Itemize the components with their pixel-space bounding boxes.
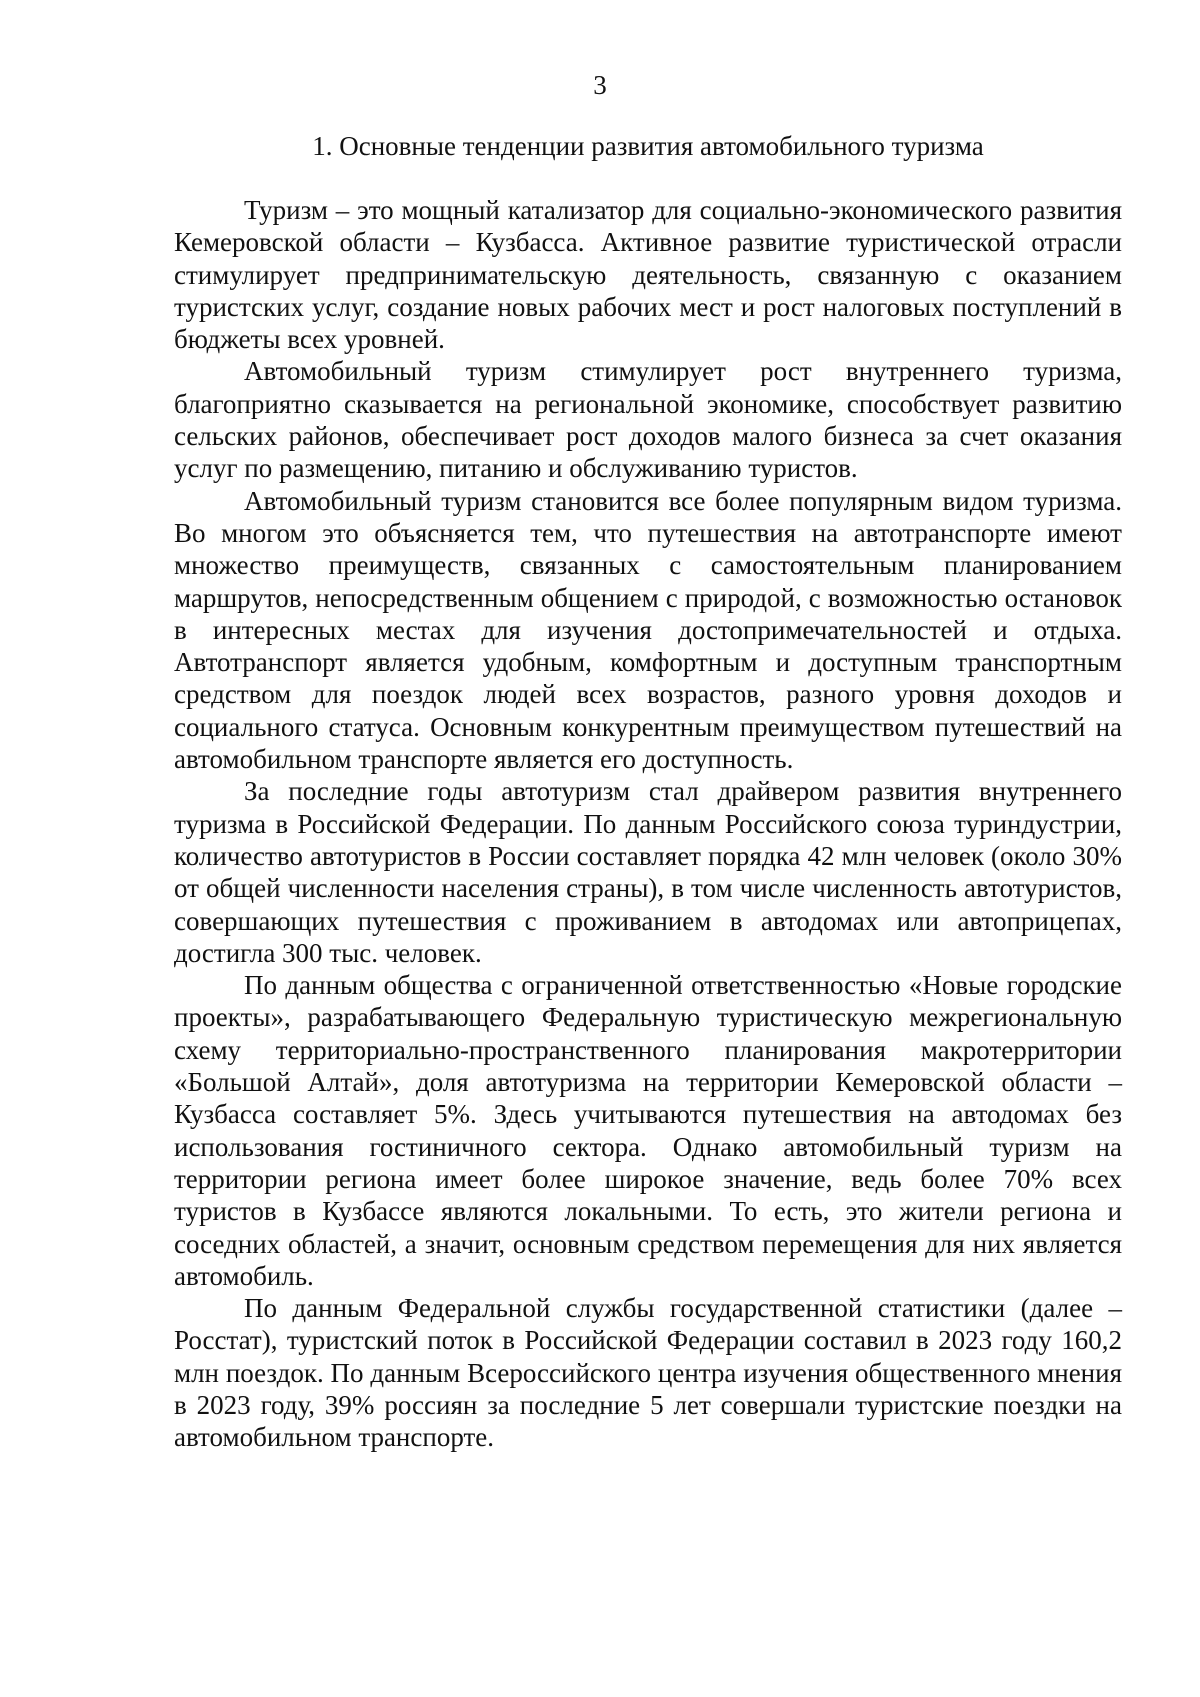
page-number: 3 [593,70,607,100]
paragraph-popularity: Автомобильный туризм становится все более популярным видом туризма. Во многом это объясняется тем, что путешествия на автотранспорте имеют множество преимуществ, связанных с самостоятельным планированием маршрутов, непосредственным общением с природой, с возможностью остановок в интересных местах для изучения достопримечательностей и отдыха. Автотранспорт является удобным, комфортным и доступным транспортным средством для поездок людей всех возрастов, разного уровня доходов и социального статуса. Основным конкурентным преимуществом путешествий на автомобильном транспорте является его доступность. [174,485,1122,775]
document-body [174,194,1122,1454]
paragraph-tourism-catalyst: Туризм – это мощный катализатор для социально-экономического развития Кемеровской области – Кузбасса. Активное развитие туристической отрасли стимулирует предпринимательскую деятельность, связанную с оказанием туристских услуг, создание новых рабочих мест и рост налоговых поступлений в бюджеты всех уровней. [174,195,1122,355]
paragraph-kuzbass-share: По данным общества с ограниченной ответственностью «Новые городские проекты», разрабатывающего Федеральную туристическую межрегиональную схему территориально-пространственного планирования макротерритории «Большой Алтай», доля автотуризма на территории Кемеровской области – Кузбасса составляет 5%. Здесь учитываются путешествия на автодомах без использования гостиничного сектора. Однако автомобильный туризм на территории региона имеет более широкое значение, ведь более 70% всех туристов в Кузбассе являются локальными. То есть, это жители региона и соседних областей, а значит, основным средством перемещения для них является автомобиль. [174,970,1122,1291]
paragraph-domestic-tourism-growth: Автомобильный туризм стимулирует рост внутреннего туризма, благоприятно сказывается на региональной экономике, способствует развитию сельских районов, обеспечивает рост доходов малого бизнеса за счет оказания услуг по размещению, питанию и обслуживанию туристов. [174,356,1122,484]
section-title: 1. Основные тенденции развития автомобильного туризма [312,131,984,161]
paragraph-rosstat: По данным Федеральной службы государственной статистики (далее – Росстат), туристский поток в Российской Федерации составил в 2023 году 160,2 млн поездок. По данным Всероссийского центра изучения общественного мнения в 2023 году, 39% россиян за последние 5 лет совершали туристские поездки на автомобильном транспорте. [174,1293,1122,1453]
paragraph-russia-statistics: За последние годы автотуризм стал драйвером развития внутреннего туризма в Российской Федерации. По данным Российского союза туриндустрии, количество автотуристов в России составляет порядка 42 млн человек (около 30% от общей численности населения страны), в том числе численность автотуристов, совершающих путешествия с проживанием в автодомах или автоприцепах, достигла 300 тыс. человек. [174,776,1122,968]
